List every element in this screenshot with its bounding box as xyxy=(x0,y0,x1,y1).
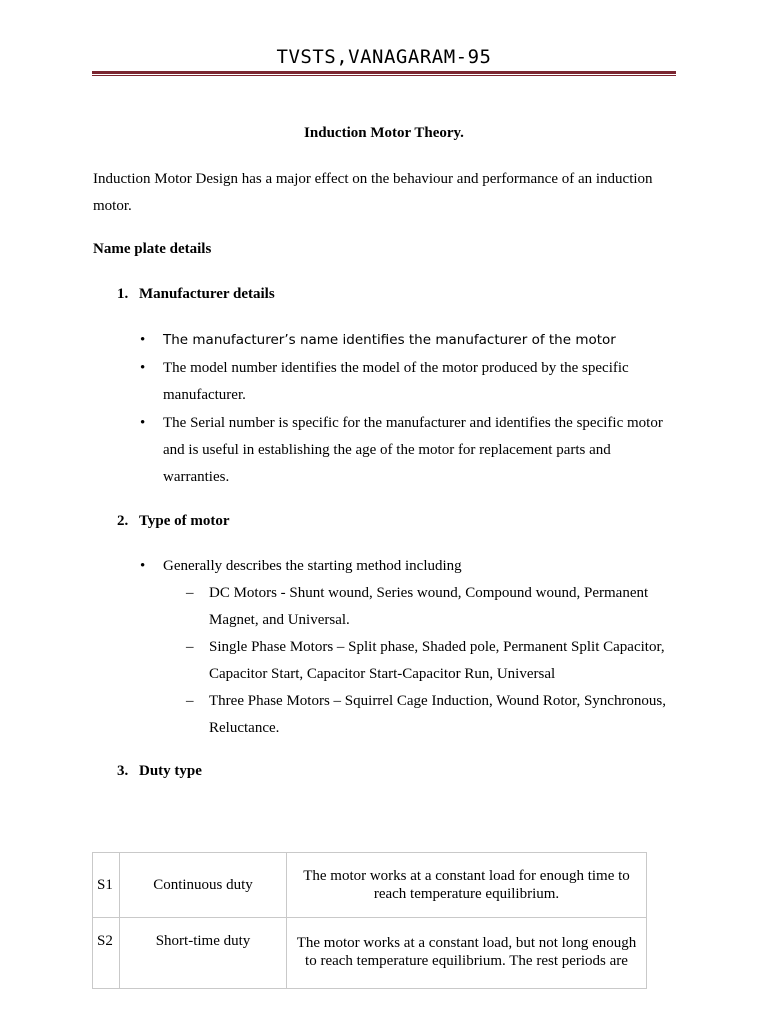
list-item xyxy=(186,580,676,634)
dash-icon: – xyxy=(186,693,194,709)
bullet-icon: • xyxy=(140,332,146,348)
header-rule-thick xyxy=(92,71,676,74)
section-heading-manufacturer xyxy=(117,286,275,303)
list-item xyxy=(186,688,676,742)
section-title: Manufacturer details xyxy=(139,286,275,302)
bullet-icon: • xyxy=(140,360,146,376)
motor-types-dash-list xyxy=(186,580,676,742)
dash-icon: – xyxy=(186,639,194,655)
duty-code-cell: S2 xyxy=(93,918,120,989)
section-title: Type of motor xyxy=(139,513,230,529)
duty-description-cell: The motor works at a constant load for enough time to reach temperature equilibrium. xyxy=(287,853,647,918)
intro-paragraph: Induction Motor Design has a major effect on the behaviour and performance of an induction motor. xyxy=(93,171,653,214)
duty-name-cell: Short-time duty xyxy=(120,918,287,989)
duty-code-cell: S1 xyxy=(93,853,120,918)
duty-description-cell: The motor works at a constant load, but not long enough to reach temperature equilibrium. The rest periods are xyxy=(287,918,647,989)
list-item xyxy=(186,634,676,688)
document-title: Induction Motor Theory. xyxy=(304,125,464,141)
type-of-motor-bullet-list xyxy=(140,553,680,580)
nameplate-heading: Name plate details xyxy=(93,241,212,257)
bullet-text: The manufacturer’s name identifies the manufacturer of the motor xyxy=(163,332,616,348)
dash-item-text: Single Phase Motors – Split phase, Shaded pole, Permanent Split Capacitor, Capacitor Start, Capacitor Start-Capacitor Run, Universal xyxy=(209,639,665,682)
section-heading-type-of-motor xyxy=(117,513,230,530)
section-heading-duty-type xyxy=(117,763,202,780)
bullet-icon: • xyxy=(140,558,146,574)
bullet-text: Generally describes the starting method including xyxy=(163,558,462,574)
list-item xyxy=(140,355,680,409)
table-row xyxy=(93,918,647,989)
section-number: 1. xyxy=(117,286,129,302)
page-header: TVSTS,VANAGARAM-95 xyxy=(276,46,492,68)
bullet-text: The Serial number is specific for the manufacturer and identifies the specific motor and is useful in establishing the age of the motor for replacement parts and warranties. xyxy=(163,415,663,485)
list-item xyxy=(140,553,680,580)
manufacturer-bullet-list xyxy=(140,327,680,491)
dash-icon: – xyxy=(186,585,194,601)
dash-item-text: Three Phase Motors – Squirrel Cage Induction, Wound Rotor, Synchronous, Reluctance. xyxy=(209,693,667,736)
section-number: 3. xyxy=(117,763,129,779)
section-number: 2. xyxy=(117,513,129,529)
header-rule-thin xyxy=(92,75,676,76)
duty-type-table xyxy=(92,852,647,989)
list-item xyxy=(140,327,680,354)
section-title: Duty type xyxy=(139,763,202,779)
bullet-icon: • xyxy=(140,415,146,431)
bullet-text: The model number identifies the model of the motor produced by the specific manufacturer. xyxy=(163,360,629,403)
dash-item-text: DC Motors - Shunt wound, Series wound, Compound wound, Permanent Magnet, and Universal. xyxy=(209,585,649,628)
duty-name-cell: Continuous duty xyxy=(120,853,287,918)
list-item xyxy=(140,410,680,491)
table-row xyxy=(93,853,647,918)
